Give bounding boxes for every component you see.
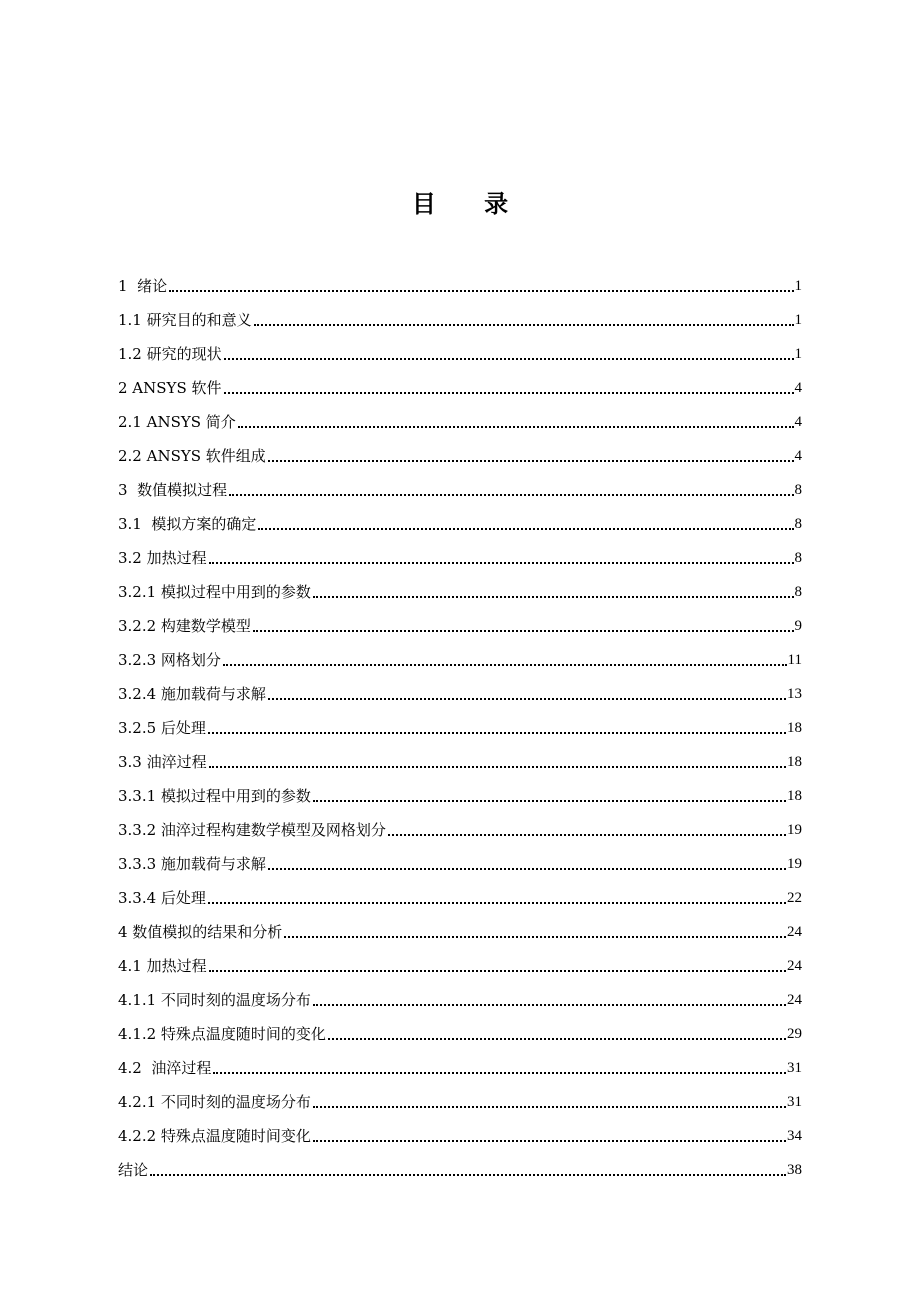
toc-entry-page-number: 13 (787, 686, 802, 702)
dot-leader (254, 324, 794, 326)
toc-entry-title: 结论 (118, 1161, 149, 1179)
dot-leader (284, 936, 786, 938)
dot-leader (313, 1106, 786, 1108)
toc-entry[interactable] (118, 942, 802, 976)
toc-entry-title: 4.2.1 不同时刻的温度场分布 (118, 1093, 311, 1111)
toc-entry-page-number: 29 (787, 1026, 802, 1042)
toc-entry[interactable] (118, 466, 802, 500)
toc-entry-title: 3.1 模拟方案的确定 (118, 515, 257, 533)
dot-leader (224, 358, 794, 360)
toc-entry-title: 1 绪论 (118, 277, 168, 295)
toc-entry-page-number: 8 (794, 550, 802, 566)
toc-entry[interactable] (118, 1078, 802, 1112)
toc-entry-page-number: 4 (794, 380, 802, 396)
dot-leader (388, 834, 786, 836)
dot-leader (208, 732, 786, 734)
toc-entry-page-number: 18 (787, 720, 802, 736)
toc-entry[interactable] (118, 1112, 802, 1146)
dot-leader (328, 1038, 786, 1040)
toc-entry-page-number: 31 (787, 1060, 802, 1076)
toc-entry-page-number: 31 (787, 1094, 802, 1110)
toc-entry-title: 3.2.1 模拟过程中用到的参数 (118, 583, 311, 601)
page-title: 目 录 (411, 189, 529, 218)
toc-entry-page-number: 18 (787, 788, 802, 804)
toc-entry-title: 4.2.2 特殊点温度随时间变化 (118, 1127, 311, 1145)
toc-entry[interactable] (118, 602, 802, 636)
dot-leader (253, 630, 794, 632)
dot-leader (209, 562, 794, 564)
toc-entry-title: 4 数值模拟的结果和分析 (118, 923, 283, 941)
toc-entry-page-number: 8 (794, 584, 802, 600)
toc-entry[interactable] (118, 1010, 802, 1044)
toc-entry[interactable] (118, 636, 802, 670)
dot-leader (224, 392, 794, 394)
toc-entry-title: 3.2.3 网格划分 (118, 651, 221, 669)
toc-entry-title: 3.3.3 施加载荷与求解 (118, 855, 266, 873)
toc-entry-page-number: 1 (794, 312, 802, 328)
toc-entry-title: 1.1 研究目的和意义 (118, 311, 252, 329)
toc-entry[interactable] (118, 1044, 802, 1078)
toc-entry-title: 3.2 加热过程 (118, 549, 207, 567)
dot-leader (313, 800, 786, 802)
toc-entry-page-number: 11 (787, 652, 802, 668)
toc-entry-title: 4.1 加热过程 (118, 957, 207, 975)
toc-entry[interactable] (118, 1146, 802, 1180)
toc-entry-title: 2.1 ANSYS 简介 (118, 413, 236, 431)
table-of-contents (118, 262, 802, 1180)
toc-entry[interactable] (118, 568, 802, 602)
toc-entry-title: 3 数值模拟过程 (118, 481, 228, 499)
dot-leader (313, 1004, 786, 1006)
toc-entry-title: 1.2 研究的现状 (118, 345, 222, 363)
toc-entry-title: 3.3.1 模拟过程中用到的参数 (118, 787, 311, 805)
toc-entry-page-number: 4 (794, 414, 802, 430)
toc-entry[interactable] (118, 262, 802, 296)
toc-entry[interactable] (118, 874, 802, 908)
dot-leader (150, 1174, 786, 1176)
toc-entry-page-number: 8 (794, 516, 802, 532)
dot-leader (313, 1140, 786, 1142)
toc-entry-page-number: 24 (787, 958, 802, 974)
toc-entry-title: 4.1.1 不同时刻的温度场分布 (118, 991, 311, 1009)
toc-entry[interactable] (118, 806, 802, 840)
toc-entry-page-number: 24 (787, 992, 802, 1008)
toc-entry-page-number: 19 (787, 856, 802, 872)
toc-entry-page-number: 18 (787, 754, 802, 770)
toc-entry-title: 2 ANSYS 软件 (118, 379, 222, 397)
toc-entry-page-number: 22 (787, 890, 802, 906)
toc-entry[interactable] (118, 364, 802, 398)
toc-entry[interactable] (118, 398, 802, 432)
dot-leader (258, 528, 793, 530)
toc-entry[interactable] (118, 976, 802, 1010)
toc-entry-page-number: 34 (787, 1128, 802, 1144)
dot-leader (223, 664, 787, 666)
toc-entry[interactable] (118, 534, 802, 568)
dot-leader (268, 868, 786, 870)
toc-entry-page-number: 1 (794, 278, 802, 294)
toc-entry[interactable] (118, 908, 802, 942)
toc-entry-title: 3.2.5 后处理 (118, 719, 206, 737)
toc-entry-page-number: 24 (787, 924, 802, 940)
dot-leader (229, 494, 793, 496)
dot-leader (213, 1072, 786, 1074)
toc-entry-page-number: 8 (794, 482, 802, 498)
toc-entry[interactable] (118, 704, 802, 738)
toc-entry[interactable] (118, 840, 802, 874)
toc-entry-title: 3.3.2 油淬过程构建数学模型及网格划分 (118, 821, 386, 839)
toc-entry[interactable] (118, 670, 802, 704)
dot-leader (208, 902, 786, 904)
toc-entry-title: 2.2 ANSYS 软件组成 (118, 447, 266, 465)
toc-entry-title: 4.1.2 特殊点温度随时间的变化 (118, 1025, 326, 1043)
dot-leader (209, 766, 786, 768)
toc-entry-title: 4.2 油淬过程 (118, 1059, 212, 1077)
toc-entry[interactable] (118, 432, 802, 466)
dot-leader (268, 460, 794, 462)
dot-leader (238, 426, 794, 428)
toc-entry-title: 3.3.4 后处理 (118, 889, 206, 907)
toc-entry[interactable] (118, 772, 802, 806)
dot-leader (268, 698, 786, 700)
toc-entry-title: 3.3 油淬过程 (118, 753, 207, 771)
toc-entry[interactable] (118, 330, 802, 364)
dot-leader (209, 970, 786, 972)
dot-leader (169, 290, 793, 292)
toc-entry-page-number: 9 (794, 618, 802, 634)
toc-entry[interactable] (118, 500, 802, 534)
toc-entry-page-number: 19 (787, 822, 802, 838)
toc-entry[interactable] (118, 296, 802, 330)
toc-entry-page-number: 38 (787, 1162, 802, 1178)
toc-entry-title: 3.2.4 施加载荷与求解 (118, 685, 266, 703)
toc-entry-page-number: 1 (794, 346, 802, 362)
toc-entry-page-number: 4 (794, 448, 802, 464)
toc-entry-title: 3.2.2 构建数学模型 (118, 617, 251, 635)
dot-leader (313, 596, 794, 598)
toc-entry[interactable] (118, 738, 802, 772)
